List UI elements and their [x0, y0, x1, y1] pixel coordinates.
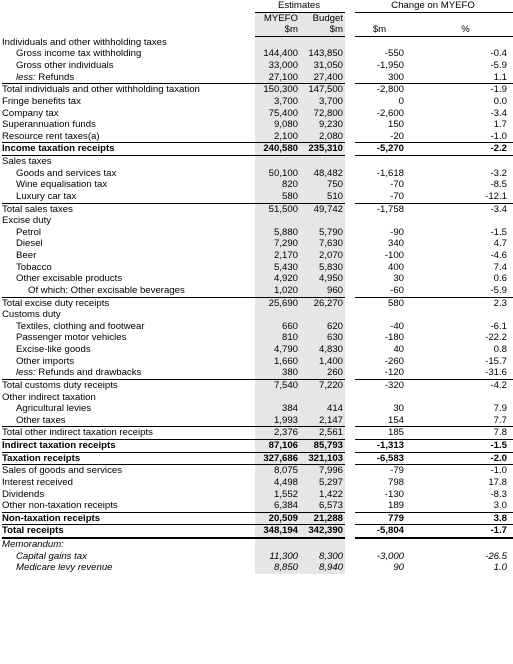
change-value: -90	[390, 226, 404, 238]
percent-change-value	[424, 309, 513, 321]
percent-change-value: -3.4	[424, 203, 513, 215]
table-row	[2, 538, 513, 551]
myefo-value: 4,498	[255, 477, 300, 489]
row-label: Sales of goods and services	[2, 465, 122, 477]
change-value: -6,583	[355, 452, 424, 465]
percent-change-value: -0.4	[490, 48, 508, 60]
percent-change-value: 7.9	[493, 403, 508, 415]
myefo-value: 380	[255, 367, 300, 379]
myefo-value: 3,700	[255, 96, 300, 108]
change-value: 0	[398, 95, 404, 107]
change-value: 30	[393, 273, 404, 285]
budget-value: 3,700	[300, 96, 345, 108]
table-row	[2, 250, 513, 262]
row-label: Indirect taxation receipts	[2, 440, 255, 453]
change-value: -5,270	[355, 143, 424, 156]
percent-change-value: -1.0	[490, 465, 508, 477]
change-value: -79	[390, 465, 404, 477]
budget-value: 85,793	[300, 440, 345, 453]
budget-value: 4,830	[300, 344, 345, 356]
budget-value: 27,400	[300, 72, 345, 84]
budget-value: 7,996	[300, 465, 345, 477]
percent-change-value	[424, 538, 513, 551]
table-row	[2, 119, 513, 131]
row-label: Goods and services tax	[16, 167, 117, 179]
change-value: -70	[390, 190, 404, 202]
change-value: -180	[384, 332, 404, 344]
change-value: 40	[393, 344, 404, 356]
budget-value: 2,147	[300, 415, 345, 427]
percent-change-value: 1.0	[493, 562, 508, 574]
table-row	[2, 477, 513, 489]
myefo-value: 5,880	[255, 227, 300, 239]
table-row	[2, 367, 513, 379]
row-label: Resource rent taxes(a)	[2, 130, 100, 142]
row-label: Total excise duty receipts	[2, 297, 255, 309]
table-row	[2, 452, 513, 465]
table-row	[2, 84, 513, 96]
change-value: 189	[387, 500, 404, 512]
myefo-value: 11,300	[255, 551, 300, 563]
myefo-value: 348,194	[255, 525, 300, 538]
budget-value: 260	[300, 367, 345, 379]
table-row	[2, 356, 513, 368]
row-label: Income taxation receipts	[2, 143, 255, 156]
myefo-value: 1,020	[255, 285, 300, 297]
row-label: Customs duty	[2, 309, 61, 321]
row-label: Beer	[16, 250, 37, 262]
table-row	[2, 392, 513, 404]
budget-value: 5,790	[300, 227, 345, 239]
myefo-value: 33,000	[255, 60, 300, 72]
row-label: Non-taxation receipts	[2, 512, 255, 525]
myefo-value: 1,660	[255, 356, 300, 368]
change-value: 150	[387, 119, 404, 131]
percent-change-value: 1.1	[493, 71, 508, 83]
change-value: 400	[387, 261, 404, 273]
myefo-value: 4,790	[255, 344, 300, 356]
budget-value: 7,630	[300, 238, 345, 250]
change-value: -1,313	[355, 440, 424, 453]
change-value: -320	[355, 379, 424, 391]
row-label: Of which: Other excisable beverages	[28, 284, 185, 296]
percent-change-value: -1.9	[424, 84, 513, 96]
percent-change-value: 0.8	[493, 344, 508, 356]
row-label: Capital gains tax	[16, 550, 87, 562]
budget-value	[300, 156, 345, 168]
myefo-value	[255, 538, 300, 551]
percent-change-value: 17.8	[488, 476, 508, 488]
percent-change-value: -4.6	[490, 250, 508, 262]
myefo-value	[255, 309, 300, 321]
row-label: less: Refunds	[16, 71, 75, 83]
budget-value: 5,297	[300, 477, 345, 489]
row-label: Excise-like goods	[16, 344, 91, 356]
row-label: Other taxes	[16, 414, 66, 426]
percent-change-value	[424, 156, 513, 168]
change-value: 90	[393, 562, 404, 574]
table-row	[2, 227, 513, 239]
row-label: Petrol	[16, 226, 42, 238]
myefo-value: 1,993	[255, 415, 300, 427]
row-label: Dividends	[2, 488, 45, 500]
row-label: Textiles, clothing and footwear	[16, 320, 145, 332]
myefo-value: 4,920	[255, 273, 300, 285]
myefo-value: 580	[255, 191, 300, 203]
budget-value: 7,220	[300, 379, 345, 391]
row-label: Gross other individuals	[16, 60, 114, 72]
row-label: Total individuals and other withholding taxation	[2, 84, 255, 96]
receipts-table	[2, 0, 513, 574]
budget-value: 5,830	[300, 262, 345, 274]
budget-value	[300, 309, 345, 321]
change-value	[355, 309, 424, 321]
budget-value: 630	[300, 332, 345, 344]
change-value: 30	[393, 403, 404, 415]
change-value: -1,758	[355, 203, 424, 215]
myefo-value: 660	[255, 321, 300, 333]
change-value: -260	[384, 355, 404, 367]
budget-value: 4,950	[300, 273, 345, 285]
myefo-value	[255, 392, 300, 404]
percent-change-value: -2.0	[424, 452, 513, 465]
table-row	[2, 108, 513, 120]
budget-value: 9,230	[300, 119, 345, 131]
table-row	[2, 72, 513, 84]
myefo-value: 240,580	[255, 143, 300, 156]
table-row	[2, 273, 513, 285]
percent-change-value: -5.9	[490, 60, 508, 72]
myefo-value: 384	[255, 403, 300, 415]
row-label: less: Refunds and drawbacks	[16, 367, 142, 379]
row-label: Interest received	[2, 476, 73, 488]
percent-change-value: 3.8	[424, 512, 513, 525]
change-value	[355, 156, 424, 168]
change-value: 580	[355, 297, 424, 309]
table-row	[2, 489, 513, 501]
myefo-value: 20,509	[255, 512, 300, 525]
change-value: -40	[390, 320, 404, 332]
row-label: Medicare levy revenue	[16, 562, 113, 574]
table-row	[2, 131, 513, 143]
row-label: Superannuation funds	[2, 119, 96, 131]
percent-change-value: -8.5	[490, 179, 508, 191]
table-row	[2, 344, 513, 356]
change-value: -2,800	[355, 84, 424, 96]
change-value: -1,950	[376, 60, 404, 72]
table-row	[2, 415, 513, 427]
change-value: -70	[390, 179, 404, 191]
myefo-value: 144,400	[255, 48, 300, 60]
budget-value: 21,288	[300, 512, 345, 525]
myefo-value: 27,100	[255, 72, 300, 84]
percent-change-value: -15.7	[485, 355, 508, 367]
budget-value: 2,561	[300, 427, 345, 440]
row-label: Gross income tax withholding	[16, 48, 142, 60]
myefo-value: 2,100	[255, 131, 300, 143]
row-label: Other non-taxation receipts	[2, 500, 118, 512]
myefo-value: 2,376	[255, 427, 300, 440]
budget-value: 620	[300, 321, 345, 333]
myefo-value: 7,290	[255, 238, 300, 250]
table-row	[2, 262, 513, 274]
table-row	[2, 440, 513, 453]
row-label: Total sales taxes	[2, 203, 255, 215]
table-row	[2, 551, 513, 563]
table-row	[2, 525, 513, 538]
change-value: -1,618	[376, 167, 404, 179]
percent-change-value: -1.7	[424, 525, 513, 538]
table-row	[2, 403, 513, 415]
budget-column-header: Budget	[300, 12, 345, 24]
table-row	[2, 512, 513, 525]
table-row	[2, 203, 513, 215]
percent-change-value: 3.0	[493, 500, 508, 512]
table-row	[2, 179, 513, 191]
myefo-value: 6,384	[255, 500, 300, 512]
myefo-value	[255, 215, 300, 227]
budget-value: 31,050	[300, 60, 345, 72]
myefo-value: 8,075	[255, 465, 300, 477]
budget-value: 48,482	[300, 168, 345, 180]
row-label: Other indirect taxation	[2, 391, 96, 403]
estimates-group-header: Estimates	[255, 0, 345, 12]
percent-change-value: 1.7	[493, 119, 508, 131]
percent-change-value: 7.8	[424, 427, 513, 440]
percent-change-value	[424, 392, 513, 404]
percent-unit-header: %	[424, 24, 513, 36]
myefo-value: 87,106	[255, 440, 300, 453]
table-row	[2, 48, 513, 60]
table-row	[2, 238, 513, 250]
budget-value: 510	[300, 191, 345, 203]
myefo-value: 7,540	[255, 379, 300, 391]
row-label: Tobacco	[16, 261, 52, 273]
percent-change-value: -5.9	[490, 284, 508, 296]
myefo-value: 2,170	[255, 250, 300, 262]
percent-change-value: 2.3	[424, 297, 513, 309]
percent-change-value: -22.2	[485, 332, 508, 344]
percent-change-value: -3.2	[490, 167, 508, 179]
percent-change-value	[424, 215, 513, 227]
change-value	[355, 392, 424, 404]
percent-change-value: -6.1	[490, 320, 508, 332]
table-row	[2, 465, 513, 477]
table-row	[2, 156, 513, 168]
change-value: 798	[387, 476, 404, 488]
row-label: Total receipts	[2, 525, 255, 538]
myefo-value: 150,300	[255, 84, 300, 96]
myefo-value: 327,686	[255, 452, 300, 465]
percent-change-value: -12.1	[485, 190, 508, 202]
row-label: Fringe benefits tax	[2, 95, 81, 107]
table-row	[2, 60, 513, 72]
change-value: 154	[387, 414, 404, 426]
change-value: 185	[355, 427, 424, 440]
budget-value: 342,390	[300, 525, 345, 538]
myefo-value: 9,080	[255, 119, 300, 131]
change-value: 340	[387, 238, 404, 250]
table-row	[2, 321, 513, 333]
change-value: -130	[384, 488, 404, 500]
percent-change-value: 7.4	[493, 261, 508, 273]
change-value: -2,600	[376, 107, 404, 119]
myefo-value: 1,552	[255, 489, 300, 501]
change-value: -550	[384, 48, 404, 60]
budget-value: 1,400	[300, 356, 345, 368]
table-row	[2, 96, 513, 108]
change-group-header: Change on MYEFO	[355, 0, 513, 12]
myefo-value: 51,500	[255, 203, 300, 215]
change-value: -60	[390, 284, 404, 296]
change-value: 300	[387, 71, 404, 83]
change-value	[355, 215, 424, 227]
row-label: Wine equalisation tax	[16, 179, 108, 191]
budget-value: 147,500	[300, 84, 345, 96]
row-label: Company tax	[2, 107, 59, 119]
budget-value	[300, 215, 345, 227]
budget-value: 2,080	[300, 131, 345, 143]
table-row	[2, 309, 513, 321]
percent-change-value: -4.2	[424, 379, 513, 391]
budget-value: 321,103	[300, 452, 345, 465]
change-value: 779	[355, 512, 424, 525]
myefo-column-header: MYEFO	[255, 12, 300, 24]
row-label: Individuals and other withholding taxes	[2, 36, 167, 48]
budget-value: 414	[300, 403, 345, 415]
myefo-value: 820	[255, 179, 300, 191]
myefo-value: 25,690	[255, 297, 300, 309]
table-row	[2, 168, 513, 180]
percent-change-value: 4.7	[493, 238, 508, 250]
percent-change-value: -2.2	[424, 143, 513, 156]
myefo-value	[255, 156, 300, 168]
budget-value: 26,270	[300, 297, 345, 309]
percent-change-value: 0.0	[493, 95, 508, 107]
header-spacer	[2, 0, 255, 12]
table-row	[2, 297, 513, 309]
myefo-value: 8,850	[255, 562, 300, 574]
budget-value: 1,422	[300, 489, 345, 501]
budget-value: 72,800	[300, 108, 345, 120]
change-value	[355, 36, 424, 48]
change-value: -20	[390, 130, 404, 142]
percent-change-value: 7.7	[493, 414, 508, 426]
change-unit-header: $m	[355, 24, 424, 36]
budget-value: 960	[300, 285, 345, 297]
row-label: Taxation receipts	[2, 452, 255, 465]
table-row	[2, 500, 513, 512]
percent-change-value: -3.4	[490, 107, 508, 119]
row-label: Other imports	[16, 355, 75, 367]
budget-value: 6,573	[300, 500, 345, 512]
row-label: Excise duty	[2, 215, 52, 227]
receipts-table-body	[2, 36, 513, 574]
percent-change-value	[424, 36, 513, 48]
myefo-value: 810	[255, 332, 300, 344]
budget-value: 750	[300, 179, 345, 191]
budget-value: 8,300	[300, 551, 345, 563]
percent-change-value: 0.6	[493, 273, 508, 285]
table-row	[2, 379, 513, 391]
budget-value: 235,310	[300, 143, 345, 156]
change-value: -5,804	[355, 525, 424, 538]
myefo-value: 75,400	[255, 108, 300, 120]
budget-value: 2,070	[300, 250, 345, 262]
myefo-value: 50,100	[255, 168, 300, 180]
change-value: -100	[384, 250, 404, 262]
budget-value: 143,850	[300, 48, 345, 60]
table-row	[2, 285, 513, 297]
budget-value	[300, 36, 345, 48]
percent-change-value: -1.5	[424, 440, 513, 453]
myefo-unit-header: $m	[255, 24, 300, 36]
change-value	[355, 538, 424, 551]
table-row	[2, 562, 513, 574]
row-label: Sales taxes	[2, 156, 52, 168]
budget-unit-header: $m	[300, 24, 345, 36]
percent-change-value: -31.6	[485, 367, 508, 379]
budget-value: 49,742	[300, 203, 345, 215]
percent-change-value: -8.3	[490, 488, 508, 500]
percent-change-value: -1.5	[490, 226, 508, 238]
change-value: -120	[384, 367, 404, 379]
row-label: Passenger motor vehicles	[16, 332, 127, 344]
row-label: Memorandum:	[2, 539, 64, 551]
row-label: Other excisable products	[16, 273, 123, 285]
myefo-value	[255, 36, 300, 48]
myefo-value: 5,430	[255, 262, 300, 274]
table-row	[2, 332, 513, 344]
table-row	[2, 36, 513, 48]
table-row	[2, 427, 513, 440]
row-label: Total customs duty receipts	[2, 379, 255, 391]
budget-value	[300, 538, 345, 551]
percent-change-value: -1.0	[490, 130, 508, 142]
percent-change-value: -26.5	[485, 550, 508, 562]
change-value: -3,000	[376, 550, 404, 562]
row-label: Diesel	[16, 238, 43, 250]
budget-value: 8,940	[300, 562, 345, 574]
budget-value	[300, 392, 345, 404]
table-row	[2, 191, 513, 203]
row-label: Luxury car tax	[16, 190, 77, 202]
row-label: Agricultural levies	[16, 403, 92, 415]
row-label: Total other indirect taxation receipts	[2, 427, 255, 440]
table-row	[2, 143, 513, 156]
table-row	[2, 215, 513, 227]
